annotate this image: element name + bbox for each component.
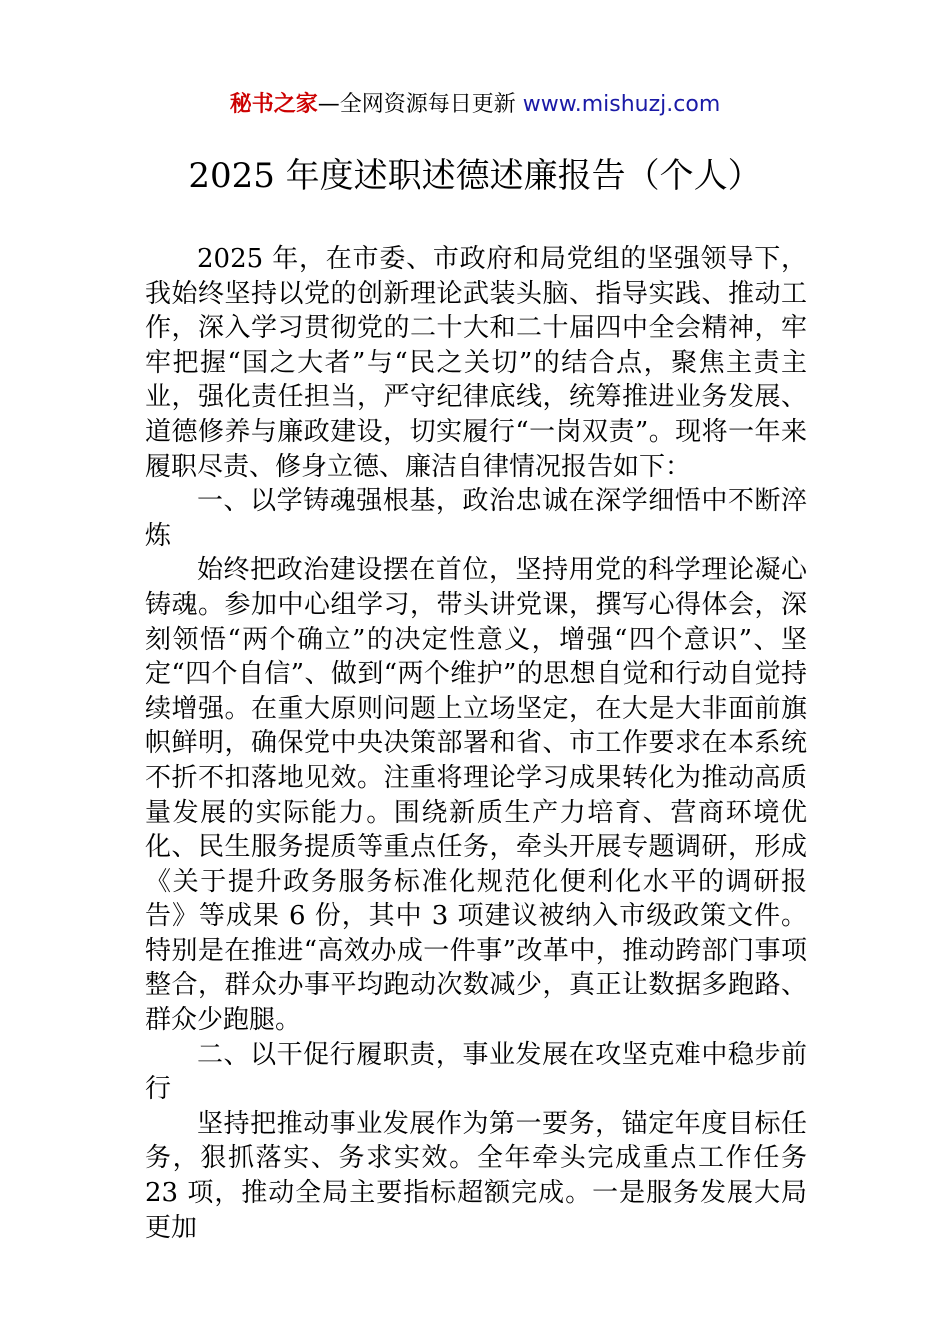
site-header [0,88,950,122]
document-title: 2025 年度述职述德述廉报告（个人） [188,156,762,196]
section-heading-2: 二、以干促行履职责，事业发展在攻坚克难中稳步前行 [145,1039,807,1105]
brand-name: 秘书之家 [229,92,318,117]
section-2-paragraph: 坚持把推动事业发展作为第一要务，锚定年度目标任务，狠抓落实、务求实效。全年牵头完成重点工作任务 23 项，推动全局主要指标超额完成。一是服务发展大局更加 [145,1108,807,1243]
section-heading-1: 一、以学铸魂强根基，政治忠诚在深学细悟中不断淬炼 [145,486,807,551]
header-tagline: —全网资源每日更新 [317,92,523,117]
intro-paragraph: 2025 年，在市委、市政府和局党组的坚强领导下，我始终坚持以党的创新理论武装头脑、指导实践、推动工作，深入学习贯彻党的二十大和二十届四中全会精神，牢牢把握“国之大者”与“民之关切”的结合点，聚焦主责主业，强化责任担当，严守纪律底线，统筹推进业务发展、道德修养与廉政建设，切实履行“一岗双责”。现将一年来履职尽责、修身立德、廉洁自律情况报告如下： [145,244,807,482]
document-body [145,242,807,1245]
site-url-link[interactable]: www.mishuzj.com [522,92,721,117]
section-1-paragraph: 始终把政治建设摆在首位，坚持用党的科学理论凝心铸魂。参加中心组学习，带头讲党课，撰写心得体会，深刻领悟“两个确立”的决定性意义，增强“四个意识”、坚定“四个自信”、做到“两个维护”的思想自觉和行动自觉持续增强。在重大原则问题上立场坚定，在大是大非面前旗帜鲜明，确保党中央决策部署和省、市工作要求在本系统不折不扣落地见效。注重将理论学习成果转化为推动高质量发展的实际能力。围绕新质生产力培育、营商环境优化、民生服务提质等重点任务，牵头开展专题调研，形成《关于提升政务服务标准化规范化便利化水平的调研报告》等成果 6 份，其中 3 项建议被纳入市级政策文件。特别是在推进“高效办成一件事”改革中，推动跨部门事项整合，群众办事平均跑动次数减少，真正让数据多跑路、群众少跑腿。 [145,555,807,1036]
